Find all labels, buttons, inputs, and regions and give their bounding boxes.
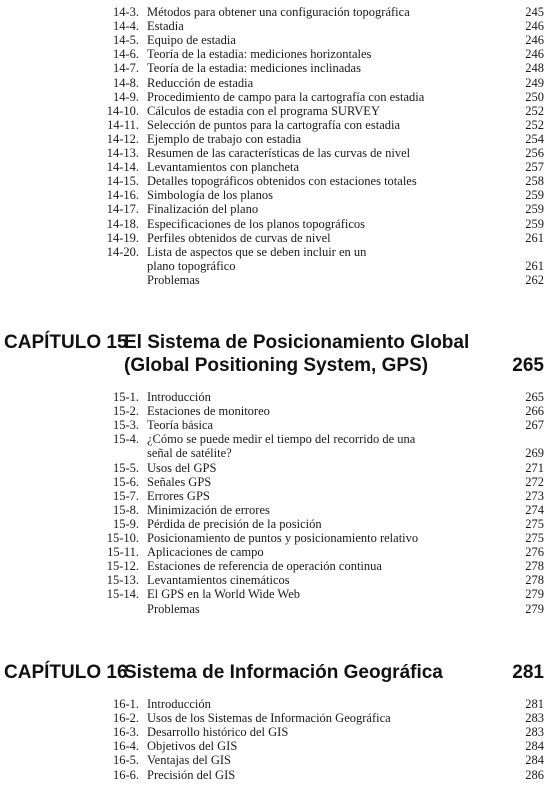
entry-title: Estadia	[147, 19, 184, 34]
entry-title: Reducción de estadia	[147, 75, 254, 90]
entry-title: Finalización del plano	[147, 202, 259, 217]
entry-number: 14-12.	[106, 131, 139, 146]
toc-entry	[0, 462, 551, 475]
entry-page: 283	[525, 725, 544, 740]
entry-title: Teoría de la estadia: mediciones horizontales	[147, 47, 372, 62]
entry-number: 15-12.	[106, 559, 139, 574]
entry-title: plano topográfico	[147, 258, 236, 273]
entry-page: 266	[525, 404, 544, 419]
entry-number: 14-16.	[106, 188, 139, 203]
entry-number: 14-11.	[107, 117, 139, 132]
entry-page: 256	[525, 146, 544, 160]
entry-number: 16-6.	[112, 767, 139, 782]
toc-entry	[0, 698, 551, 711]
entry-number: 16-1.	[112, 697, 139, 711]
entry-page: 245	[525, 5, 544, 19]
toc-entry	[0, 133, 551, 146]
toc-entry	[0, 574, 551, 587]
entry-page: 261	[525, 230, 544, 245]
entry-page: 284	[525, 739, 544, 754]
toc-entry	[0, 203, 551, 216]
entry-number: 14-13.	[106, 146, 139, 160]
entry-number: 15-8.	[112, 502, 139, 517]
entry-number: 14-14.	[106, 160, 139, 175]
toc-entry	[0, 476, 551, 489]
entry-title: Objetivos del GIS	[147, 739, 238, 754]
entry-number: 14-17.	[106, 202, 139, 217]
toc-entry	[0, 546, 551, 559]
toc-entry	[0, 603, 551, 616]
entry-title: ¿Cómo se puede medir el tiempo del recorrido de una	[147, 432, 416, 447]
toc-entry	[0, 769, 551, 782]
entry-title: Levantamientos cinemáticos	[147, 573, 290, 588]
entry-title: El GPS en la World Wide Web	[147, 587, 301, 602]
entry-title: Precisión del GIS	[147, 767, 236, 782]
entry-number: 15-6.	[112, 474, 139, 489]
entry-page: 259	[525, 216, 544, 231]
entry-title: Levantamientos con plancheta	[147, 160, 300, 175]
entry-page: 283	[525, 711, 544, 726]
toc-entry	[0, 20, 551, 33]
toc-entry	[0, 740, 551, 753]
entry-number: 14-19.	[106, 230, 139, 245]
entry-title: Estaciones de monitoreo	[147, 404, 270, 419]
entry-title: Desarrollo histórico del GIS	[147, 725, 289, 740]
entry-page: 259	[525, 188, 544, 203]
entry-title: Ventajas del GIS	[147, 753, 232, 768]
toc-entry	[0, 419, 551, 432]
entry-title: Lista de aspectos que se deben incluir en un	[147, 244, 367, 259]
entry-page: 250	[525, 89, 544, 104]
toc-entry	[0, 433, 551, 446]
toc-entry	[0, 218, 551, 231]
entry-title: Señales GPS	[147, 474, 212, 489]
toc-entry	[0, 588, 551, 601]
entry-number: 15-4.	[112, 432, 139, 447]
entry-number: 15-1.	[112, 390, 139, 404]
entry-page: 286	[525, 767, 544, 782]
entry-page: 273	[525, 488, 544, 503]
entry-number: 14-8.	[112, 75, 139, 90]
entry-number: 16-4.	[112, 739, 139, 754]
entry-page: 271	[525, 460, 544, 475]
entry-number: 16-3.	[112, 725, 139, 740]
entry-title: Procedimiento de campo para la cartografía con estadia	[147, 89, 425, 104]
entry-title: Usos del GPS	[147, 460, 217, 475]
toc-entry	[0, 532, 551, 545]
entry-number: 15-13.	[106, 573, 139, 588]
entry-title: Problemas	[147, 601, 200, 616]
chapter-title: Sistema de Información Geográfica	[124, 662, 443, 683]
entry-number: 15-2.	[112, 404, 139, 419]
entry-number: 16-5.	[112, 753, 139, 768]
entry-title: señal de satélite?	[147, 446, 232, 461]
toc-entry	[0, 62, 551, 75]
toc-entry	[0, 274, 551, 287]
entry-number: 15-3.	[112, 418, 139, 433]
toc-entry	[0, 260, 551, 273]
toc-entry	[0, 246, 551, 259]
toc-entry	[0, 518, 551, 531]
toc-entry	[0, 147, 551, 160]
entry-number: 14-7.	[112, 61, 139, 76]
entry-number: 14-6.	[112, 47, 139, 62]
entry-number: 14-15.	[106, 174, 139, 189]
entry-page: 269	[525, 446, 544, 461]
entry-page: 275	[525, 516, 544, 531]
entry-page: 257	[525, 160, 544, 175]
entry-title: Minimización de errores	[147, 502, 270, 517]
entry-page: 274	[525, 502, 544, 517]
entry-page: 252	[525, 117, 544, 132]
entry-page: 262	[525, 272, 544, 287]
toc-entry	[0, 504, 551, 517]
entry-title: Problemas	[147, 272, 200, 287]
entry-number: 15-7.	[112, 488, 139, 503]
entry-page: 246	[525, 19, 544, 34]
entry-page: 284	[525, 753, 544, 768]
entry-title: Estaciones de referencia de operación continua	[147, 559, 382, 574]
entry-title: Teoría básica	[147, 418, 214, 433]
entry-number: 14-4.	[112, 19, 139, 34]
toc-entry	[0, 91, 551, 104]
entry-page: 281	[525, 697, 544, 711]
entry-page: 276	[525, 545, 544, 560]
entry-title: Usos de los Sistemas de Información Geográfica	[147, 711, 391, 726]
entry-page: 254	[525, 131, 544, 146]
chapter-page-number: 265	[512, 355, 544, 376]
entry-title: Resumen de las características de las curvas de nivel	[147, 146, 411, 160]
toc-entry	[0, 48, 551, 61]
entry-page: 248	[525, 61, 544, 76]
entry-title: Ejemplo de trabajo con estadia	[147, 131, 302, 146]
entry-number: 14-5.	[112, 33, 139, 48]
entry-title: Especificaciones de los planos topográficos	[147, 216, 365, 231]
toc-entry	[0, 754, 551, 767]
toc-entry	[0, 712, 551, 725]
entry-title: Introducción	[147, 697, 211, 711]
entry-title: Errores GPS	[147, 488, 210, 503]
entry-number: 14-20.	[106, 244, 139, 259]
toc-entry	[0, 175, 551, 188]
entry-page: 246	[525, 33, 544, 48]
toc-entry	[0, 232, 551, 245]
entry-page: 278	[525, 573, 544, 588]
entry-title: Cálculos de estadia con el programa SURVEY	[147, 103, 380, 118]
chapter-label: CAPÍTULO 15	[4, 332, 128, 353]
entry-number: 14-3.	[112, 5, 139, 19]
toc-entry	[0, 391, 551, 404]
entry-page: 278	[525, 559, 544, 574]
entry-page: 267	[525, 418, 544, 433]
entry-page: 261	[525, 258, 544, 273]
entry-number: 15-10.	[106, 531, 139, 545]
entry-number: 15-11.	[107, 545, 139, 560]
entry-number: 16-2.	[112, 711, 139, 726]
entry-title: Introducción	[147, 390, 211, 404]
entry-page: 246	[525, 47, 544, 62]
entry-number: 14-18.	[106, 216, 139, 231]
entry-number: 15-14.	[106, 587, 139, 602]
entry-number: 15-5.	[112, 460, 139, 475]
toc-entry	[0, 119, 551, 132]
toc-entry	[0, 726, 551, 739]
toc-entry	[0, 6, 551, 19]
entry-number: 15-9.	[112, 516, 139, 531]
entry-title: Teoría de la estadia: mediciones inclinadas	[147, 61, 361, 76]
entry-page: 249	[525, 75, 544, 90]
toc-entry	[0, 161, 551, 174]
entry-number: 14-10.	[106, 103, 139, 118]
entry-page: 258	[525, 174, 544, 189]
entry-title: Métodos para obtener una configuración topográfica	[147, 5, 410, 19]
toc-entry	[0, 560, 551, 573]
toc-entry	[0, 77, 551, 90]
entry-page: 279	[525, 587, 544, 602]
entry-title: Selección de puntos para la cartografía con estadia	[147, 117, 401, 132]
chapter-label: CAPÍTULO 16	[4, 662, 128, 683]
entry-number: 14-9.	[112, 89, 139, 104]
chapter-page-number: 281	[512, 662, 544, 683]
chapter-title: El Sistema de Posicionamiento Global	[124, 332, 470, 353]
entry-title: Detalles topográficos obtenidos con estaciones totales	[147, 174, 417, 189]
chapter-title-line2: (Global Positioning System, GPS)	[124, 355, 429, 376]
entry-title: Perfiles obtenidos de curvas de nivel	[147, 230, 331, 245]
entry-title: Posicionamiento de puntos y posicionamiento relativo	[147, 531, 419, 545]
entry-title: Equipo de estadia	[147, 33, 236, 48]
entry-page: 265	[525, 390, 544, 404]
entry-title: Pérdida de precisión de la posición	[147, 516, 322, 531]
entry-page: 275	[525, 531, 544, 545]
toc-entry	[0, 490, 551, 503]
entry-page: 279	[525, 601, 544, 616]
toc-entry	[0, 405, 551, 418]
entry-title: Aplicaciones de campo	[147, 545, 264, 560]
toc-entry	[0, 447, 551, 460]
entry-page: 272	[525, 474, 544, 489]
entry-page: 259	[525, 202, 544, 217]
toc-entry	[0, 105, 551, 118]
toc-entry	[0, 189, 551, 202]
entry-page: 252	[525, 103, 544, 118]
entry-title: Simbología de los planos	[147, 188, 274, 203]
toc-entry	[0, 34, 551, 47]
